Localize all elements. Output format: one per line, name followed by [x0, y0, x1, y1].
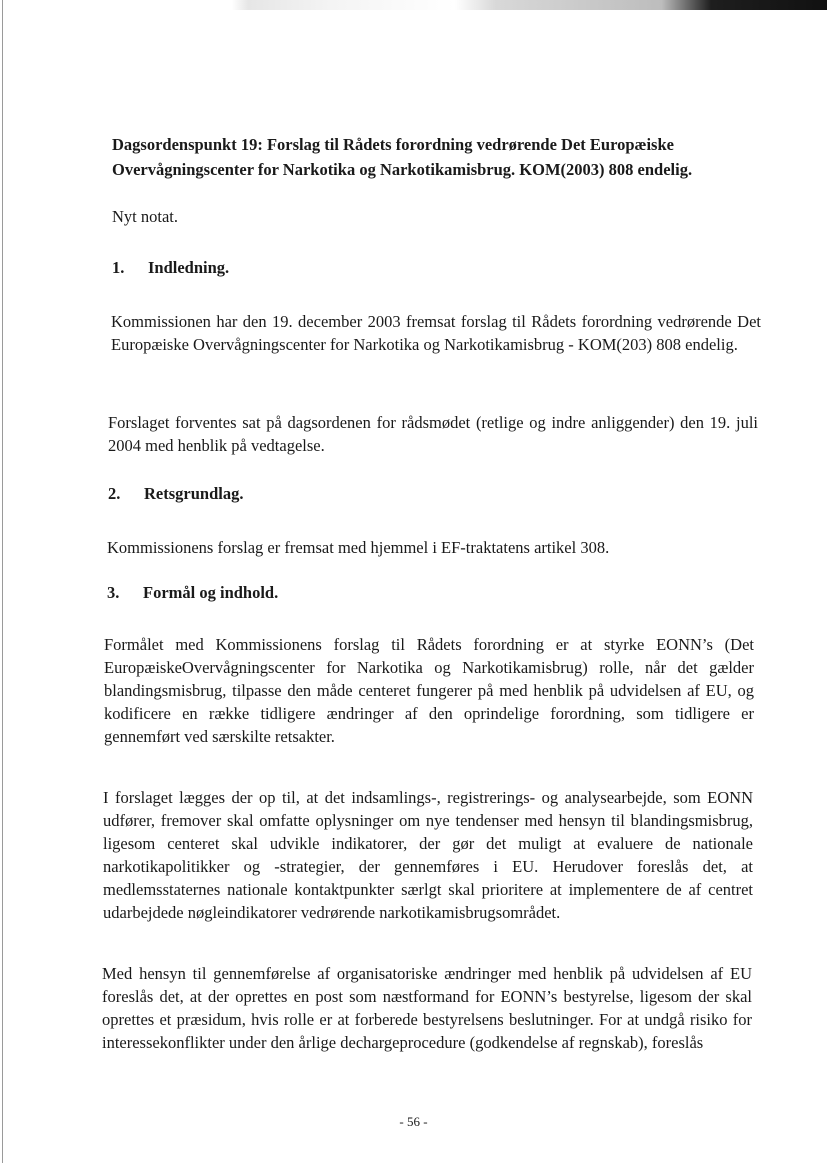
section-2-title: Retsgrundlag. — [144, 484, 244, 503]
section-2-heading — [108, 482, 243, 505]
section-1-paragraph-1: Kommissionen har den 19. december 2003 fremsat forslag til Rådets forordning vedrørende Det Europæiske Overvågningscenter for Narkotika og Narkotikamisbrug - KOM(203) 808 endelig. — [111, 312, 761, 354]
section-3-title: Formål og indhold. — [143, 583, 279, 602]
document-note: Nyt notat. — [112, 207, 178, 226]
section-2-paragraph-1: Kommissionens forslag er fremsat med hjemmel i EF-traktatens artikel 308. — [107, 538, 610, 557]
section-3-paragraph-2: I forslaget lægges der op til, at det indsamlings-, registrerings- og analysearbejde, som EONN udfører, fremover skal omfatte oplysninger om nye tendenser med hensyn til blandingsmisbrug, ligesom centeret skal udvikle indikatorer, der gør det muligt at evaluere de nationale narkotikapolitikker og -strategier, der gennemføres i EU. Herudover foreslås det, at medlemsstaternes nationale kontaktpunkter særlgt skal prioritere at implementere de af centret udarbejdede nøgleindikatorer vedrørende narkotikamisbrugsområdet. — [103, 788, 753, 922]
document-title: Dagsordenspunkt 19: Forslag til Rådets forordning vedrørende Det Europæiske Overvågningscenter for Narkotika og Narkotikamisbrug. KOM(2003) 808 endelig. — [112, 135, 693, 179]
section-1-heading — [112, 256, 229, 279]
section-3-paragraph-1: Formålet med Kommissionens forslag til Rådets forordning er at styrke EONN’s (Det EuropæiskeOvervågningscenter for Narkotika og Narkotikamisbrug) rolle, når det gælder blandingsmisbrug, tilpasse den måde centeret fungerer på med henblik på udvidelsen af EU, og kodificere en række tidligere ændringer af den oprindelige forordning, som tidligere er gennemført ved særskilte retsakter. — [104, 635, 754, 746]
section-3-number: 3. — [107, 583, 120, 602]
page-number: - 56 - — [399, 1114, 428, 1129]
section-2-number: 2. — [108, 484, 121, 503]
section-1-title: Indledning. — [148, 258, 230, 277]
section-1-paragraph-2: Forslaget forventes sat på dagsordenen for rådsmødet (retlige og indre anliggender) den 19. juli 2004 med henblik på vedtagelse. — [108, 413, 758, 455]
section-3-paragraph-3: Med hensyn til gennemførelse af organisatoriske ændringer med henblik på udvidelsen af EU foreslås det, at der oprettes en post som næstformand for EONN’s bestyrelse, ligesom der skal oprettes et præsidum, hvis rolle er at forberede bestyrelsens beslutninger. For at undgå risiko for interessekonflikter under den årlige dechargeprocedure (godkendelse af regnskab), foreslås — [102, 964, 752, 1052]
section-3-heading — [107, 581, 278, 604]
section-1-number: 1. — [112, 258, 125, 277]
